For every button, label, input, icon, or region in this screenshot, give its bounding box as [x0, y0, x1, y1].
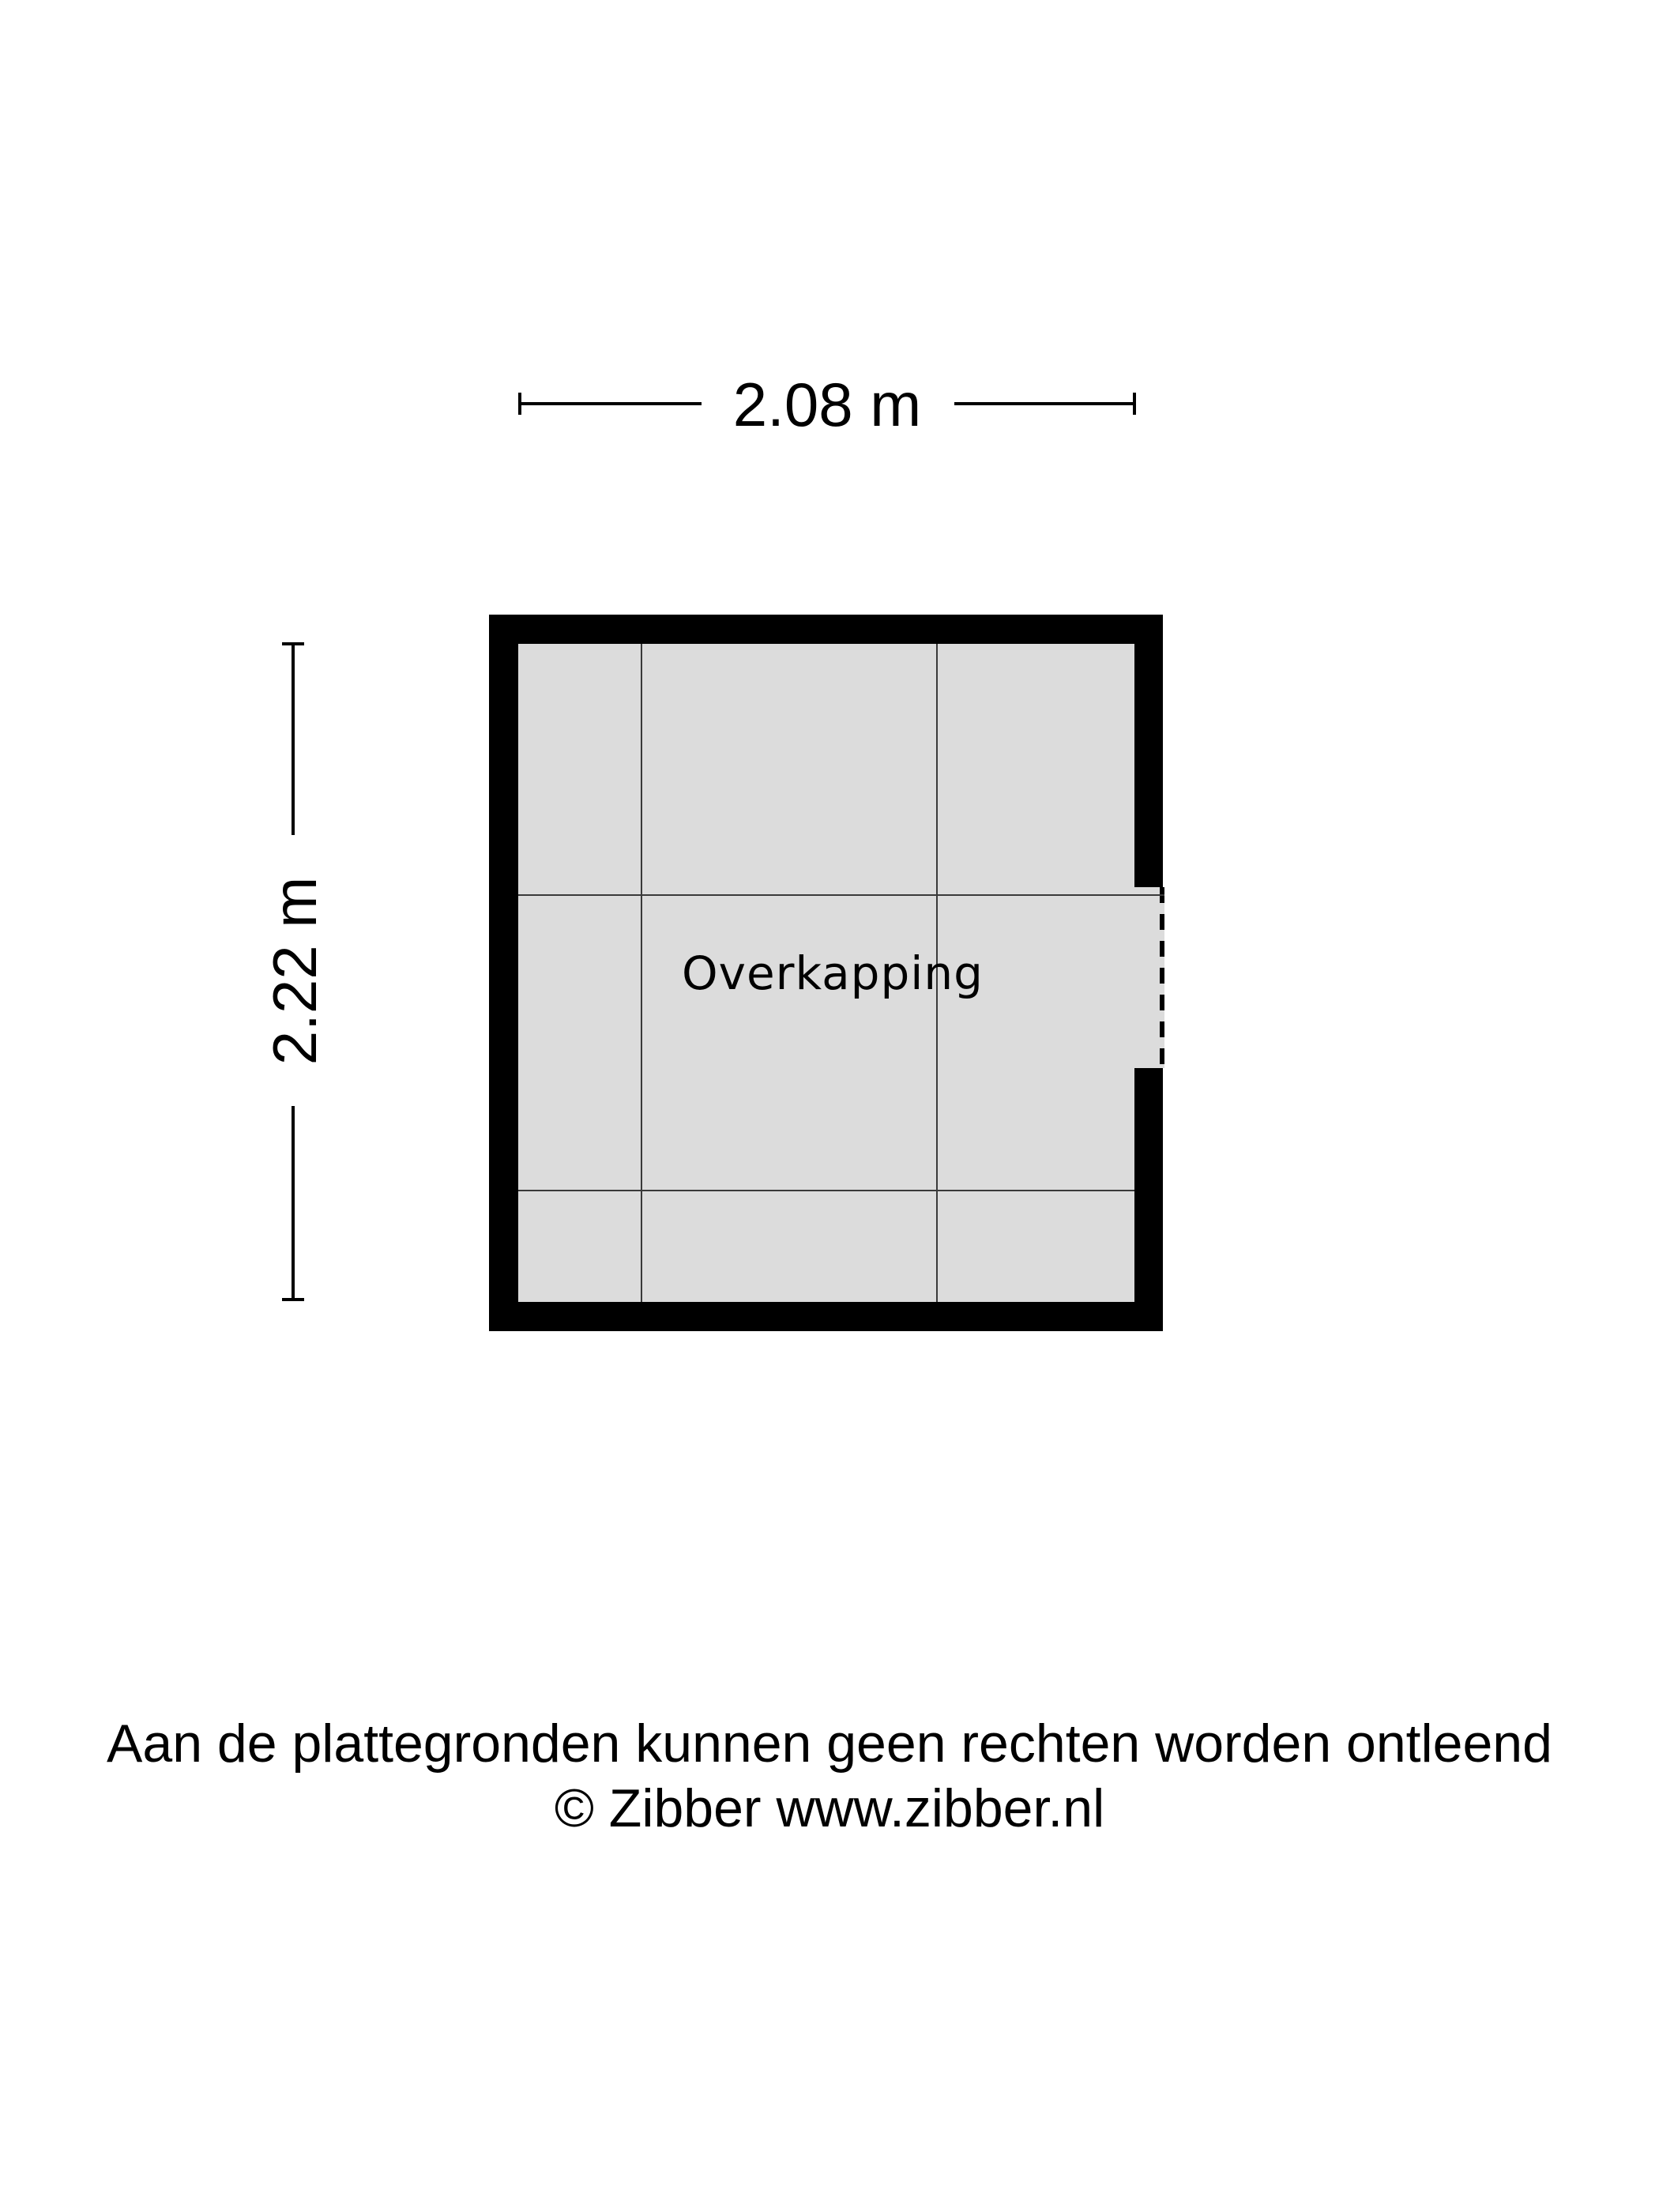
room-label: Overkapping: [682, 946, 984, 1000]
height-dimension: [260, 644, 329, 1300]
room-overkapping: [489, 615, 1164, 1331]
disclaimer-text: Aan de plattegronden kunnen geen rechten worden ontleend: [107, 1714, 1552, 1774]
copyright-text: © Zibber www.zibber.nl: [554, 1778, 1105, 1838]
width-dimension: [520, 370, 1134, 439]
width-dimension-label: 2.08 m: [732, 370, 922, 439]
height-dimension-label: 2.22 m: [260, 876, 329, 1066]
